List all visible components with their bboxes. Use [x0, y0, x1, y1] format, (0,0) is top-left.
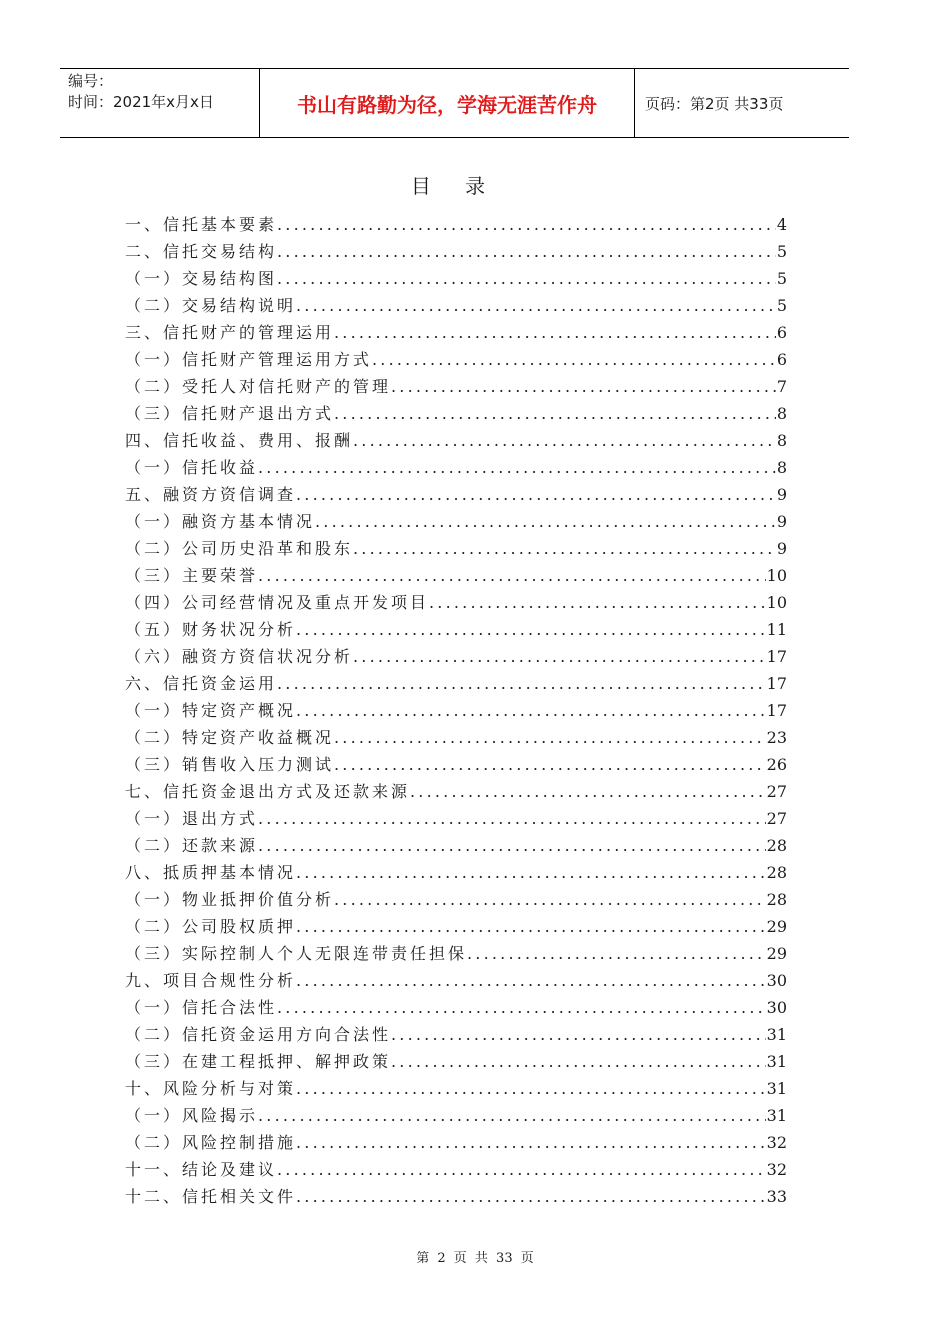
toc-dot-leader — [296, 1129, 766, 1156]
toc-entry-page: 8 — [776, 431, 787, 450]
toc-entry-label: （一）退出方式 — [125, 809, 259, 828]
toc-entry[interactable] — [125, 454, 787, 481]
toc-entry-label: 二、信托交易结构 — [125, 242, 278, 261]
toc-entry-page: 5 — [776, 296, 787, 315]
toc-entry[interactable] — [125, 670, 787, 697]
toc-entry-page: 31 — [766, 1052, 787, 1071]
toc-entry[interactable] — [125, 967, 787, 994]
toc-dot-leader — [334, 886, 766, 913]
toc-entry[interactable] — [125, 886, 787, 913]
toc-entry[interactable] — [125, 265, 787, 292]
toc-entry-page: 30 — [766, 971, 787, 990]
header-page-info: 页码：第2页 共33页 — [645, 94, 784, 113]
toc-entry[interactable] — [125, 427, 787, 454]
toc-entry-page: 9 — [776, 539, 787, 558]
toc-entry-label: 三、信托财产的管理运用 — [125, 323, 335, 342]
toc-entry[interactable] — [125, 1156, 787, 1183]
toc-entry-page: 4 — [776, 215, 787, 234]
toc-dot-leader — [277, 994, 766, 1021]
toc-dot-leader — [296, 913, 766, 940]
toc-entry-label: （二）特定资产收益概况 — [125, 728, 335, 747]
toc-entry-label: 十二、信托相关文件 — [125, 1187, 297, 1206]
toc-entry-label: 十、风险分析与对策 — [125, 1079, 297, 1098]
toc-entry-label: （一）交易结构图 — [125, 269, 278, 288]
toc-entry-label: （一）特定资产概况 — [125, 701, 297, 720]
toc-entry[interactable] — [125, 724, 787, 751]
toc-dot-leader — [296, 967, 766, 994]
toc-entry[interactable] — [125, 319, 787, 346]
toc-dot-leader — [258, 454, 776, 481]
toc-entry-label: （一）信托财产管理运用方式 — [125, 350, 373, 369]
toc-entry[interactable] — [125, 859, 787, 886]
serial-label: 编号： — [68, 72, 114, 90]
toc-entry-label: （三）在建工程抵押、解押政策 — [125, 1052, 392, 1071]
toc-entry-page: 8 — [776, 404, 787, 423]
toc-entry[interactable] — [125, 1129, 787, 1156]
toc-entry[interactable] — [125, 1021, 787, 1048]
toc-entry[interactable] — [125, 1075, 787, 1102]
toc-entry-label: 八、抵质押基本情况 — [125, 863, 297, 882]
toc-entry[interactable] — [125, 400, 787, 427]
toc-entry[interactable] — [125, 211, 787, 238]
toc-entry-page: 6 — [776, 350, 787, 369]
toc-entry-label: （一）融资方基本情况 — [125, 512, 316, 531]
toc-dot-leader — [353, 643, 766, 670]
toc-dot-leader — [296, 292, 776, 319]
toc-entry[interactable] — [125, 346, 787, 373]
toc-entry-page: 32 — [766, 1160, 787, 1179]
toc-entry-label: 七、信托资金退出方式及还款来源 — [125, 782, 411, 801]
toc-entry-page: 32 — [766, 1133, 787, 1152]
toc-entry-page: 6 — [776, 323, 787, 342]
toc-entry-label: 一、信托基本要素 — [125, 215, 278, 234]
toc-dot-leader — [334, 751, 766, 778]
toc-entry-label: 九、项目合规性分析 — [125, 971, 297, 990]
toc-dot-leader — [277, 265, 776, 292]
toc-entry-page: 17 — [766, 647, 787, 666]
toc-entry-page: 8 — [776, 458, 787, 477]
toc-entry-page: 27 — [766, 809, 787, 828]
toc-entry-page: 33 — [766, 1187, 787, 1206]
toc-entry-page: 30 — [766, 998, 787, 1017]
toc-entry-page: 28 — [766, 890, 787, 909]
toc-entry-label: （二）信托资金运用方向合法性 — [125, 1025, 392, 1044]
toc-entry-page: 28 — [766, 863, 787, 882]
toc-entry-page: 27 — [766, 782, 787, 801]
time-label: 时间：2021年x月x日 — [68, 93, 214, 111]
toc-entry[interactable] — [125, 832, 787, 859]
toc-entry[interactable] — [125, 373, 787, 400]
toc-entry-page: 28 — [766, 836, 787, 855]
toc-entry-label: 五、融资方资信调查 — [125, 485, 297, 504]
toc-dot-leader — [467, 940, 766, 967]
toc-entry-page: 29 — [766, 917, 787, 936]
toc-dot-leader — [258, 1102, 766, 1129]
toc-entry-page: 17 — [766, 674, 787, 693]
toc-entry[interactable] — [125, 1048, 787, 1075]
toc-entry-page: 5 — [776, 269, 787, 288]
toc-entry[interactable] — [125, 751, 787, 778]
toc-dot-leader — [277, 238, 776, 265]
toc-dot-leader — [258, 562, 766, 589]
toc-dot-leader — [258, 832, 766, 859]
toc-dot-leader — [353, 535, 776, 562]
toc-entry-page: 11 — [766, 620, 787, 639]
toc-entry-label: （二）受托人对信托财产的管理 — [125, 377, 392, 396]
toc-entry-page: 7 — [776, 377, 787, 396]
toc-entry-label: （一）物业抵押价值分析 — [125, 890, 335, 909]
toc-entry-label: （四）公司经营情况及重点开发项目 — [125, 593, 430, 612]
toc-entry[interactable] — [125, 805, 787, 832]
toc-entry-page: 29 — [766, 944, 787, 963]
toc-entry-page: 17 — [766, 701, 787, 720]
page-header — [60, 68, 849, 138]
toc-dot-leader — [258, 805, 766, 832]
toc-entry-label: （二）公司历史沿革和股东 — [125, 539, 354, 558]
toc-entry-label: （一）风险揭示 — [125, 1106, 259, 1125]
toc-entry-page: 31 — [766, 1079, 787, 1098]
toc-dot-leader — [296, 1075, 766, 1102]
toc-entry[interactable] — [125, 697, 787, 724]
toc-dot-leader — [277, 211, 776, 238]
toc-title: 目 录 — [410, 174, 500, 198]
toc-dot-leader — [296, 859, 766, 886]
toc-entry-page: 9 — [776, 512, 787, 531]
toc-entry[interactable] — [125, 292, 787, 319]
toc-entry[interactable] — [125, 481, 787, 508]
toc-entry[interactable] — [125, 1102, 787, 1129]
toc-dot-leader — [391, 373, 776, 400]
toc-entry-page: 31 — [766, 1025, 787, 1044]
toc-entry[interactable] — [125, 643, 787, 670]
toc-entry-page: 9 — [776, 485, 787, 504]
toc-dot-leader — [429, 589, 766, 616]
header-meta — [60, 69, 260, 137]
toc-dot-leader — [334, 319, 776, 346]
toc-dot-leader — [277, 670, 766, 697]
toc-entry[interactable] — [125, 913, 787, 940]
toc-entry-page: 10 — [766, 566, 787, 585]
toc-dot-leader — [315, 508, 776, 535]
toc-entry-label: 六、信托资金运用 — [125, 674, 278, 693]
toc-entry-label: （一）信托合法性 — [125, 998, 278, 1017]
toc-entry[interactable] — [125, 1183, 787, 1210]
toc-dot-leader — [353, 427, 776, 454]
toc-dot-leader — [277, 1156, 766, 1183]
toc-entry-label: （五）财务状况分析 — [125, 620, 297, 639]
toc-entry-label: （二）风险控制措施 — [125, 1133, 297, 1152]
toc-dot-leader — [296, 1183, 766, 1210]
toc-dot-leader — [410, 778, 766, 805]
toc-entry-label: （三）信托财产退出方式 — [125, 404, 335, 423]
toc-dot-leader — [372, 346, 776, 373]
toc-entry[interactable] — [125, 589, 787, 616]
toc-entry-label: （六）融资方资信状况分析 — [125, 647, 354, 666]
toc-entry-label: （二）公司股权质押 — [125, 917, 297, 936]
toc-entry-label: （三）主要荣誉 — [125, 566, 259, 585]
table-of-contents — [125, 211, 787, 1210]
toc-dot-leader — [296, 616, 766, 643]
toc-entry-page: 23 — [766, 728, 787, 747]
header-motto: 书山有路勤为径，学海无涯苦作舟 — [260, 69, 635, 137]
toc-dot-leader — [391, 1048, 766, 1075]
toc-dot-leader — [334, 724, 766, 751]
toc-entry[interactable] — [125, 562, 787, 589]
toc-entry-label: （三）销售收入压力测试 — [125, 755, 335, 774]
toc-entry[interactable] — [125, 994, 787, 1021]
toc-entry-page: 10 — [766, 593, 787, 612]
toc-entry-label: （一）信托收益 — [125, 458, 259, 477]
toc-entry[interactable] — [125, 535, 787, 562]
toc-entry[interactable] — [125, 238, 787, 265]
toc-dot-leader — [296, 481, 776, 508]
toc-entry-page: 31 — [766, 1106, 787, 1125]
toc-entry[interactable] — [125, 508, 787, 535]
toc-entry-label: （二）交易结构说明 — [125, 296, 297, 315]
toc-dot-leader — [334, 400, 776, 427]
toc-entry-label: 十一、结论及建议 — [125, 1160, 278, 1179]
toc-dot-leader — [296, 697, 766, 724]
toc-entry-label: 四、信托收益、费用、报酬 — [125, 431, 354, 450]
toc-entry-label: （三）实际控制人个人无限连带责任担保 — [125, 944, 468, 963]
toc-entry[interactable] — [125, 616, 787, 643]
toc-dot-leader — [391, 1021, 766, 1048]
toc-entry-label: （二）还款来源 — [125, 836, 259, 855]
toc-entry-page: 26 — [766, 755, 787, 774]
toc-entry[interactable] — [125, 778, 787, 805]
toc-entry-page: 5 — [776, 242, 787, 261]
toc-entry[interactable] — [125, 940, 787, 967]
page-footer: 第 2 页 共 33 页 — [416, 1251, 534, 1266]
